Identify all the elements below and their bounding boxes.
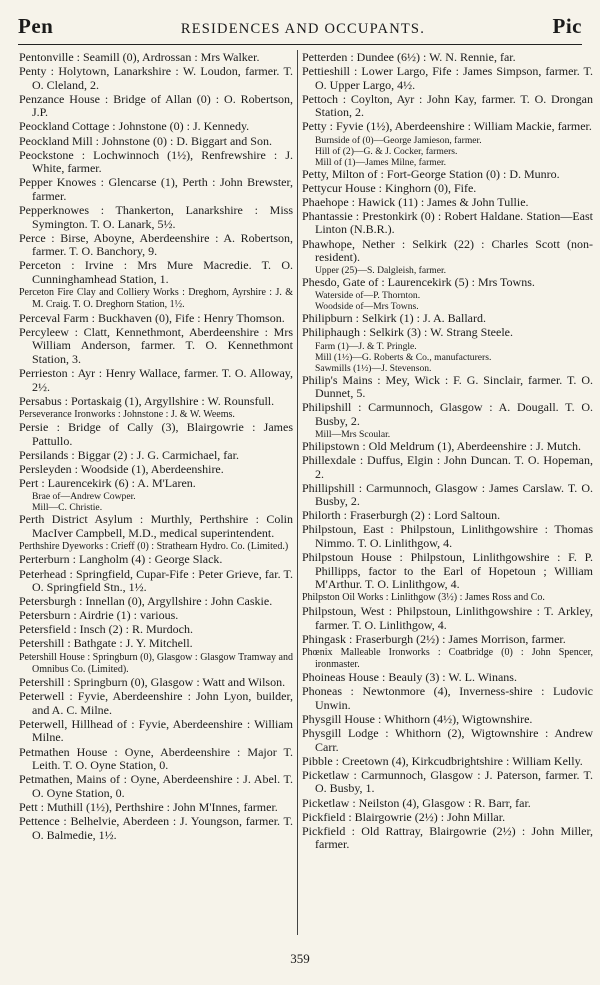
directory-entry: Petty, Milton of : Fort-George Station (0) : D. Munro. [302, 166, 560, 181]
directory-entry: Philiphaugh : Selkirk (3) : W. Strang Steele. [302, 325, 513, 340]
directory-entry: Perceton Fire Clay and Colliery Works : Dreghorn, Ayrshire : J. & M. Craig. T. O. Dreghorn Station, 1½. [19, 287, 293, 311]
directory-entry: Peockland Mill : Johnstone (0) : D. Biggart and Son. [19, 133, 272, 148]
directory-entry: Pert : Laurencekirk (6) : A. M'Laren. [19, 476, 196, 491]
directory-sub-entry: Mill of (1)—James Milne, farmer. [315, 156, 447, 168]
directory-entry: Philpstoun House : Philpstoun, Linlithgowshire : F. P. Phillipps, factor to the Earl of Hopetoun ; William M'Arthur. T. O. Linlithgow, 4. [302, 550, 593, 592]
directory-entry: Pett : Muthill (1½), Perthshire : John M'Innes, farmer. [19, 799, 278, 814]
directory-entry: Pettence : Belhelvie, Aberdeen : J. Youngson, farmer. T. O. Balmedie, 1½. [19, 814, 293, 842]
directory-entry: Pentonville : Seamill (0), Ardrossan : Mrs Walker. [19, 50, 260, 64]
directory-entry: Phaehope : Hawick (11) : James & John Tullie. [302, 194, 529, 209]
directory-entry: Persabus : Portaskaig (1), Argyllshire : W. Rounsfull. [19, 393, 275, 408]
directory-entry: Phoneas : Newtonmore (4), Inverness-shire : Ludovic Unwin. [302, 684, 593, 712]
directory-entry: Perterburn : Langholm (4) : George Slack. [19, 552, 223, 567]
directory-entry: Pettycur House : Kinghorn (0), Fife. [302, 180, 477, 195]
directory-entry: Phoineas House : Beauly (3) : W. L. Winans. [302, 670, 517, 685]
page-number: 359 [290, 951, 310, 966]
directory-sub-entry: Woodside of—Mrs Towns. [315, 301, 419, 313]
directory-sub-entry: Burnside of (0)—George Jamieson, farmer. [315, 134, 482, 146]
page-header [18, 14, 582, 42]
directory-entry: Perth District Asylum : Murthly, Perthshire : Colin MacIver Campbell, M.D., medical superintendent. [19, 512, 293, 540]
directory-entry: Persleyden : Woodside (1), Aberdeenshire. [19, 462, 224, 477]
directory-entry: Philpston Oil Works : Linlithgow (3½) : James Ross and Co. [302, 592, 545, 604]
directory-entry: Phingask : Fraserburgh (2½) : James Morrison, farmer. [302, 631, 566, 646]
directory-entry: Penzance House : Bridge of Allan (0) : O. Robertson, J.P. [19, 91, 293, 120]
directory-entry: Persilands : Biggar (2) : J. G. Carmichael, far. [19, 447, 239, 462]
header-first-word: Pen [18, 14, 54, 38]
directory-entry: Perthshire Dyeworks : Crieff (0) : Strathearn Hydro. Co. (Limited.) [19, 540, 289, 552]
directory-entry: Petersburn : Airdrie (1) : various. [19, 608, 179, 623]
directory-entry: Philipburn : Selkirk (1) : J. A. Ballard. [302, 311, 486, 326]
directory-entry: Pickfield : Blairgowrie (2½) : John Millar. [302, 809, 506, 824]
directory-entry: Phillipshill : Carmunnoch, Glasgow : James Carslaw. T. O. Busby, 2. [302, 480, 593, 509]
directory-sub-entry: Brae of—Andrew Cowper. [32, 491, 136, 503]
directory-sub-entry: Hill of (2)—G. & J. Cocker, farmers. [315, 145, 458, 157]
header-last-word: Pic [552, 14, 582, 38]
directory-entry: Pepper Knowes : Glencarse (1), Perth : John Brewster, farmer. [19, 175, 293, 203]
directory-sub-entry: Sawmills (1½)—J. Stevenson. [315, 362, 432, 374]
directory-entry: Peterwell, Hillhead of : Fyvie, Aberdeenshire : William Milne. [19, 716, 293, 745]
directory-entry: Picketlaw : Neilston (4), Glasgow : R. Barr, far. [302, 795, 531, 810]
directory-entry: Philipstown : Old Meldrum (1), Aberdeenshire : J. Mutch. [302, 438, 581, 453]
directory-sub-entry: Waterside of—P. Thornton. [315, 290, 421, 302]
directory-entry: Petersfield : Insch (2) : R. Murdoch. [19, 622, 193, 637]
directory-entry: Peockland Cottage : Johnstone (0) : J. Kennedy. [19, 119, 250, 134]
directory-entry: Phawhope, Nether : Selkirk (22) : Charles Scott (non-resident). [302, 236, 593, 265]
directory-entry: Philorth : Fraserburgh (2) : Lord Saltoun. [302, 508, 501, 523]
directory-sub-entry: Farm (1)—J. & T. Pringle. [315, 340, 417, 352]
directory-entry: Peockstone : Lochwinnoch (1½), Renfrewshire : J. White, farmer. [19, 147, 293, 176]
directory-sub-entry: Mill—C. Christie. [32, 502, 103, 514]
directory-entry: Persie : Bridge of Cally (3), Blairgowrie : James Pattullo. [19, 420, 293, 448]
directory-sub-entry: Mill—Mrs Scoular. [315, 428, 391, 440]
directory-entry: Phœnix Malleable Ironworks : Coatbridge (0) : John Spencer, ironmaster. [302, 646, 593, 670]
directory-entry: Pepperknowes : Thankerton, Lanarkshire : Miss Symington. T. O. Lanark, 5½. [19, 203, 293, 231]
directory-entry: Petmathen House : Oyne, Aberdeenshire : Major T. Leith. T. O. Oyne Station, 0. [19, 744, 293, 773]
right-column [302, 51, 593, 852]
directory-entry: Philpstoun, East : Philpstoun, Linlithgowshire : Thomas Nimmo. T. O. Linlithgow, 4. [302, 522, 593, 551]
directory-entry: Peterhead : Springfield, Cupar-Fife : Peter Grieve, far. T. O. Springfield Stn., 1½. [19, 566, 293, 595]
directory-entry: Phantassie : Prestonkirk (0) : Robert Haldane. Station—East Linton (N.B.R.). [302, 208, 593, 237]
header-rule [18, 44, 582, 45]
directory-entry: Perceval Farm : Buckhaven (0), Fife : Henry Thomson. [19, 310, 285, 325]
directory-entry: Philipshill : Carmunnoch, Glasgow : A. Dougall. T. O. Busby, 2. [302, 400, 593, 428]
directory-entry: Pettieshill : Lower Largo, Fife : James Simpson, farmer. T. O. Upper Largo, 4½. [302, 64, 593, 92]
directory-entry: Perceton : Irvine : Mrs Mure Macredie. T. O. Cunninghamhead Station, 1. [19, 258, 293, 286]
directory-entry: Percyleew : Clatt, Kennethmont, Aberdeenshire : Mrs William Anderson, farmer. T. O. Kennethmont Station, 3. [19, 324, 293, 366]
directory-entry: Penty : Holytown, Lanarkshire : W. Loudon, farmer. T. O. Cleland, 2. [19, 64, 293, 92]
header-title: RESIDENCES AND OCCUPANTS. [180, 21, 426, 37]
directory-entry: Physgill Lodge : Whithorn (2), Wigtownshire : Andrew Carr. [302, 726, 593, 754]
left-column [19, 51, 293, 843]
directory-entry: Petty : Fyvie (1½), Aberdeenshire : William Mackie, farmer. [302, 119, 592, 134]
directory-entry: Petershill House : Springburn (0), Glasgow : Glasgow Tramway and Omnibus Co. (Limited). [19, 651, 293, 675]
directory-entry: Petershill : Springburn (0), Glasgow : Watt and Wilson. [19, 675, 286, 690]
directory-entry: Phillexdale : Duffus, Elgin : John Duncan. T. O. Hopeman, 2. [302, 452, 593, 481]
directory-entry: Perseverance Ironworks : Johnstone : J. & W. Weems. [19, 408, 235, 420]
directory-sub-entry: Upper (25)—S. Dalgleish, farmer. [315, 265, 447, 277]
column-divider [297, 50, 298, 935]
directory-entry: Petershill : Bathgate : J. Y. Mitchell. [19, 636, 193, 651]
directory-entry: Pibble : Creetown (4), Kirkcudbrightshire : William Kelly. [302, 753, 583, 768]
directory-entry: Pettoch : Coylton, Ayr : John Kay, farmer. T. O. Drongan Station, 2. [302, 91, 593, 120]
directory-entry: Philpstoun, West : Philpstoun, Linlithgowshire : T. Arkley, farmer. T. O. Linlithgow, 4. [302, 603, 593, 632]
directory-sub-entry: Mill (1½)—G. Roberts & Co., manufacturers. [315, 351, 492, 363]
directory-entry: Physgill House : Whithorn (4½), Wigtownshire. [302, 711, 533, 726]
directory-entry: Petterden : Dundee (6½) : W. N. Rennie, far. [302, 50, 516, 64]
directory-entry: Picketlaw : Carmunnoch, Glasgow : J. Paterson, farmer. T. O. Busby, 1. [302, 767, 593, 796]
directory-entry: Philip's Mains : Mey, Wick : F. G. Sinclair, farmer. T. O. Dunnet, 5. [302, 372, 593, 401]
directory-entry: Perce : Birse, Aboyne, Aberdeenshire : A. Robertson, farmer. T. O. Banchory, 9. [19, 230, 293, 259]
directory-entry: Phesdo, Gate of : Laurencekirk (5) : Mrs Towns. [302, 275, 535, 290]
directory-entry: Petersburgh : Innellan (0), Argyllshire : John Caskie. [19, 594, 273, 609]
directory-entry: Petmathen, Mains of : Oyne, Aberdeenshire : J. Abel. T. O. Oyne Station, 0. [19, 772, 293, 800]
directory-entry: Pickfield : Old Rattray, Blairgowrie (2½) : John Miller, farmer. [302, 823, 593, 852]
directory-entry: Perrieston : Ayr : Henry Wallace, farmer. T. O. Alloway, 2½. [19, 365, 293, 394]
directory-entry: Peterwell : Fyvie, Aberdeenshire : John Lyon, builder, and A. C. Milne. [19, 689, 293, 717]
